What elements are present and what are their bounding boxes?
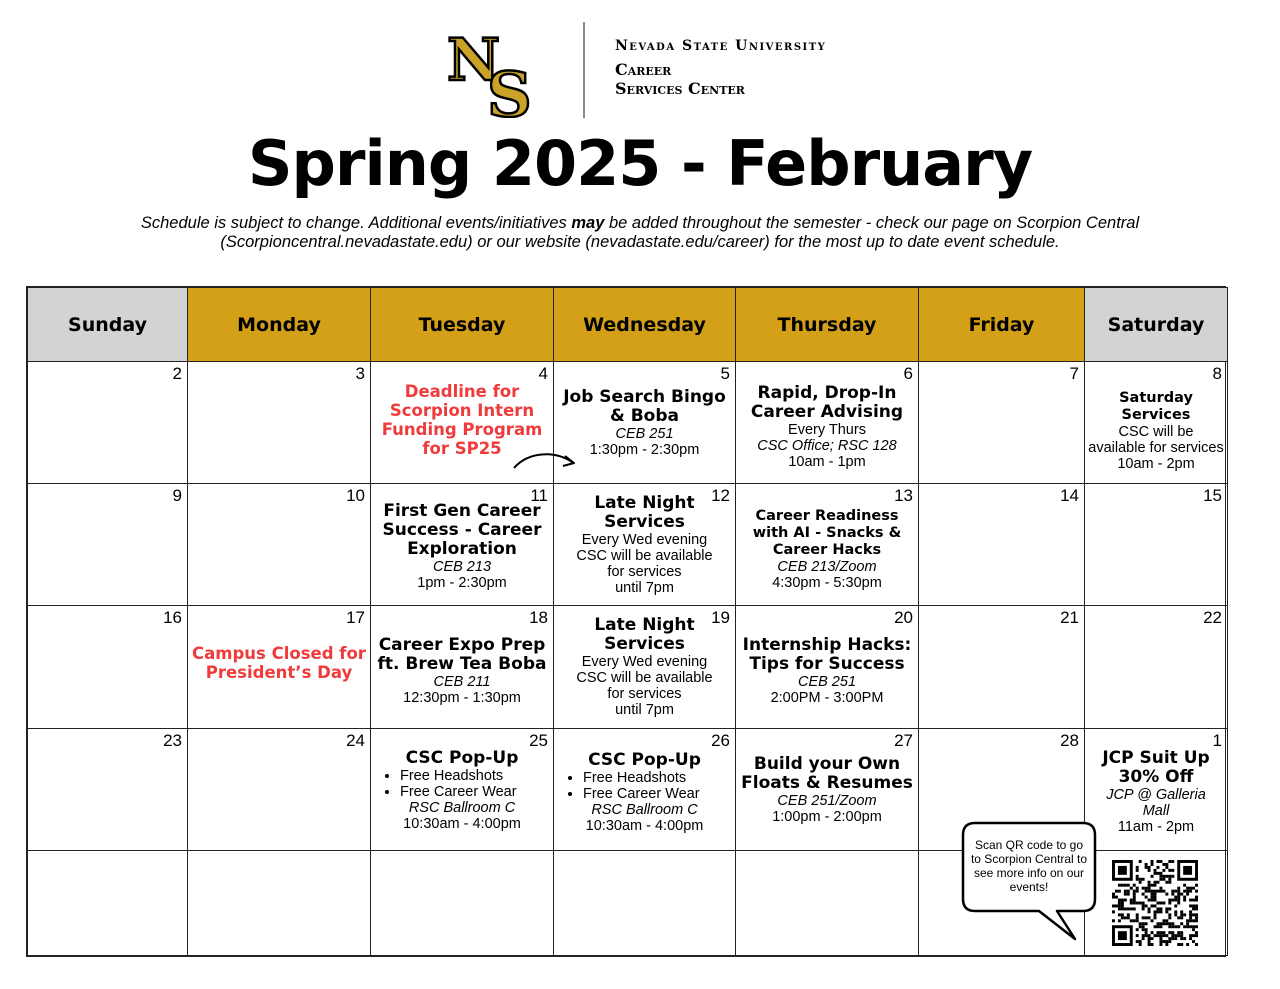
week-row: [28, 606, 1228, 728]
event-location: JCP @ Galleria Mall: [1106, 786, 1206, 819]
event-location: CEB 213/Zoom: [777, 559, 877, 576]
day-number: 27: [894, 730, 913, 750]
event-location: CEB 251: [615, 426, 674, 443]
event-title: Career Readiness with AI - Snacks & Career Hacks: [752, 508, 902, 559]
event-location: RSC Ballroom C: [408, 799, 516, 816]
event-title: Build your Own Floats & Resumes: [741, 753, 913, 793]
day-cell: [188, 362, 371, 484]
day-cell: [371, 728, 554, 850]
logo-divider: [583, 22, 585, 118]
event-time: 1:00pm - 2:00pm: [772, 808, 882, 825]
event-title: Deadline for Scorpion Intern Funding Program for SP25: [381, 382, 543, 459]
day-cell: [919, 484, 1085, 606]
day-cell: [28, 728, 188, 850]
event-note: CSC will be available for services: [576, 670, 713, 703]
day-cell: [188, 484, 371, 606]
day-cell: [188, 728, 371, 850]
day-number: 19: [711, 608, 730, 628]
day-cell: [28, 850, 188, 955]
svg-text:N: N: [447, 28, 501, 94]
day-number: 28: [1060, 730, 1079, 750]
day-number: 3: [355, 364, 365, 384]
event: [554, 729, 735, 834]
event-time: 11am - 2pm: [1117, 818, 1195, 835]
event-title: Campus Closed for President’s Day: [192, 644, 366, 683]
day-number: 14: [1060, 486, 1079, 506]
day-cell: [554, 484, 736, 606]
day-number: 25: [529, 730, 548, 750]
event-note: CSC will be available for services: [1088, 424, 1224, 457]
event: [554, 606, 735, 718]
event: [736, 484, 918, 591]
day-number: 9: [172, 486, 182, 506]
schedule-disclaimer: [40, 214, 1240, 252]
event: [371, 606, 553, 706]
day-cell: [371, 484, 554, 606]
qr-code-icon[interactable]: [1112, 860, 1198, 946]
event-title: JCP Suit Up 30% Off: [1102, 747, 1210, 787]
header-saturday: Saturday: [1085, 288, 1228, 362]
day-cell: [28, 484, 188, 606]
disclaimer-part2: be added throughout the semester - check our page on Scorpion Central (Scorpioncentral.nevadastate.edu) or our website (nevadastate.edu/career) for the most up to date event schedule.: [220, 214, 1140, 251]
day-number: 21: [1060, 608, 1079, 628]
event: [554, 484, 735, 596]
week-row: [28, 484, 1228, 606]
org-name: [615, 38, 826, 98]
event-time: 10am - 2pm: [1117, 456, 1195, 473]
day-cell: [1085, 728, 1228, 850]
event-title: CSC Pop-Up: [588, 749, 701, 770]
day-number: 5: [720, 364, 730, 384]
event-title: First Gen Career Success - Career Exploration: [382, 501, 542, 560]
event-title: Internship Hacks: Tips for Success: [742, 635, 912, 675]
day-cell: [1085, 362, 1228, 484]
weekday-header-row: [28, 288, 1228, 362]
day-cell: [28, 606, 188, 728]
event-note: Every Wed evening: [581, 532, 708, 549]
event-bullet: • Free Career Wear: [400, 784, 550, 800]
event-title: CSC Pop-Up: [405, 747, 519, 768]
event-bullet: • Free Headshots: [583, 770, 732, 786]
day-number: 7: [1069, 364, 1079, 384]
day-cell: [1085, 484, 1228, 606]
event-time: 10:30am - 4:00pm: [585, 817, 704, 834]
disclaimer-bold: may: [571, 214, 605, 232]
header-monday: Monday: [188, 288, 371, 362]
day-cell: [736, 606, 919, 728]
day-number: 22: [1203, 608, 1222, 628]
day-cell: [554, 606, 736, 728]
day-number: 8: [1212, 364, 1222, 384]
day-number: 4: [538, 364, 548, 384]
day-number: 15: [1203, 486, 1222, 506]
day-cell: [28, 362, 188, 484]
week-row: [28, 362, 1228, 484]
day-cell: [371, 606, 554, 728]
event: [371, 729, 553, 832]
event-note: until 7pm: [615, 702, 674, 719]
day-cell: [554, 850, 736, 955]
day-number: 13: [894, 486, 913, 506]
event-bullet: • Free Career Wear: [583, 786, 732, 802]
event-location: CSC Office; RSC 128: [757, 438, 897, 455]
event-title: Late Night Services: [594, 615, 695, 655]
event: [736, 729, 918, 825]
disclaimer-part1: Schedule is subject to change. Additional events/initiatives: [140, 214, 572, 232]
day-number: 2: [172, 364, 182, 384]
header-sunday: Sunday: [28, 288, 188, 362]
day-cell: [371, 850, 554, 955]
curved-arrow-icon: [510, 448, 580, 472]
day-cell: [188, 850, 371, 955]
header-tuesday: Tuesday: [371, 288, 554, 362]
day-cell: [554, 728, 736, 850]
event-time: 1pm - 2:30pm: [417, 575, 507, 592]
event-note: until 7pm: [615, 580, 674, 597]
event-location: CEB 213: [432, 559, 492, 576]
event-location: CEB 251/Zoom: [777, 792, 877, 809]
day-number: 24: [346, 730, 365, 750]
day-cell: [188, 606, 371, 728]
event-time: 2:00PM - 3:00PM: [770, 690, 884, 707]
event: [736, 606, 918, 706]
day-cell: [554, 362, 736, 484]
header-friday: Friday: [919, 288, 1085, 362]
center-name-line2: Services Center: [615, 79, 745, 98]
day-cell: [1085, 606, 1228, 728]
event: [554, 362, 735, 458]
event-bullet: • Free Headshots: [400, 768, 550, 784]
page-title: Spring 2025 - February: [247, 127, 1033, 200]
header-wednesday: Wednesday: [554, 288, 736, 362]
day-number: 20: [894, 608, 913, 628]
university-name: Nevada State University: [615, 38, 827, 54]
event: [371, 362, 553, 458]
day-number: 26: [711, 730, 730, 750]
event-title: Job Search Bingo & Boba: [563, 387, 726, 427]
day-number: 16: [163, 608, 182, 628]
day-number: 6: [903, 364, 913, 384]
qr-note: Scan QR code to go to Scorpion Central to see more info on our events!: [970, 838, 1088, 894]
event: [1085, 362, 1227, 472]
header: [0, 20, 1280, 120]
day-number: 12: [711, 486, 730, 506]
center-name-line1: Career: [615, 60, 672, 79]
event-title: Career Expo Prep ft. Brew Tea Boba: [377, 635, 547, 675]
day-number: 1: [1212, 730, 1222, 750]
event-location: CEB 251: [797, 674, 857, 691]
event: [371, 484, 553, 591]
event-bullets: [400, 768, 550, 800]
event-bullets: [583, 770, 732, 802]
event-location: CEB 211: [433, 674, 491, 691]
ns-logo-icon: [445, 28, 561, 118]
event-time: 12:30pm - 1:30pm: [403, 690, 521, 707]
day-number: 23: [163, 730, 182, 750]
event: [736, 362, 918, 470]
day-cell: [736, 728, 919, 850]
day-cell: [919, 606, 1085, 728]
day-cell: [736, 362, 919, 484]
event-note: CSC will be available for services: [576, 548, 713, 581]
header-thursday: Thursday: [736, 288, 919, 362]
event: [1085, 729, 1227, 835]
day-cell: [736, 484, 919, 606]
event-time: 10am - 1pm: [788, 454, 866, 471]
day-number: 17: [346, 608, 365, 628]
event-time: 10:30am - 4:00pm: [403, 815, 521, 832]
event-note: Every Thurs: [788, 422, 866, 439]
event-time: 4:30pm - 5:30pm: [772, 575, 882, 592]
svg-text:S: S: [487, 58, 532, 118]
event-title: Saturday Services: [1119, 390, 1193, 424]
event: [188, 606, 370, 682]
day-cell: [736, 850, 919, 955]
day-number: 18: [529, 608, 548, 628]
day-number: 11: [530, 486, 548, 506]
event-title: Rapid, Drop-In Career Advising: [750, 383, 904, 423]
event-note: Every Wed evening: [581, 654, 708, 671]
event-title: Late Night Services: [594, 493, 695, 533]
event-location: RSC Ballroom C: [591, 801, 698, 818]
event-time: 1:30pm - 2:30pm: [589, 442, 700, 459]
day-number: 10: [346, 486, 365, 506]
day-cell: [919, 362, 1085, 484]
